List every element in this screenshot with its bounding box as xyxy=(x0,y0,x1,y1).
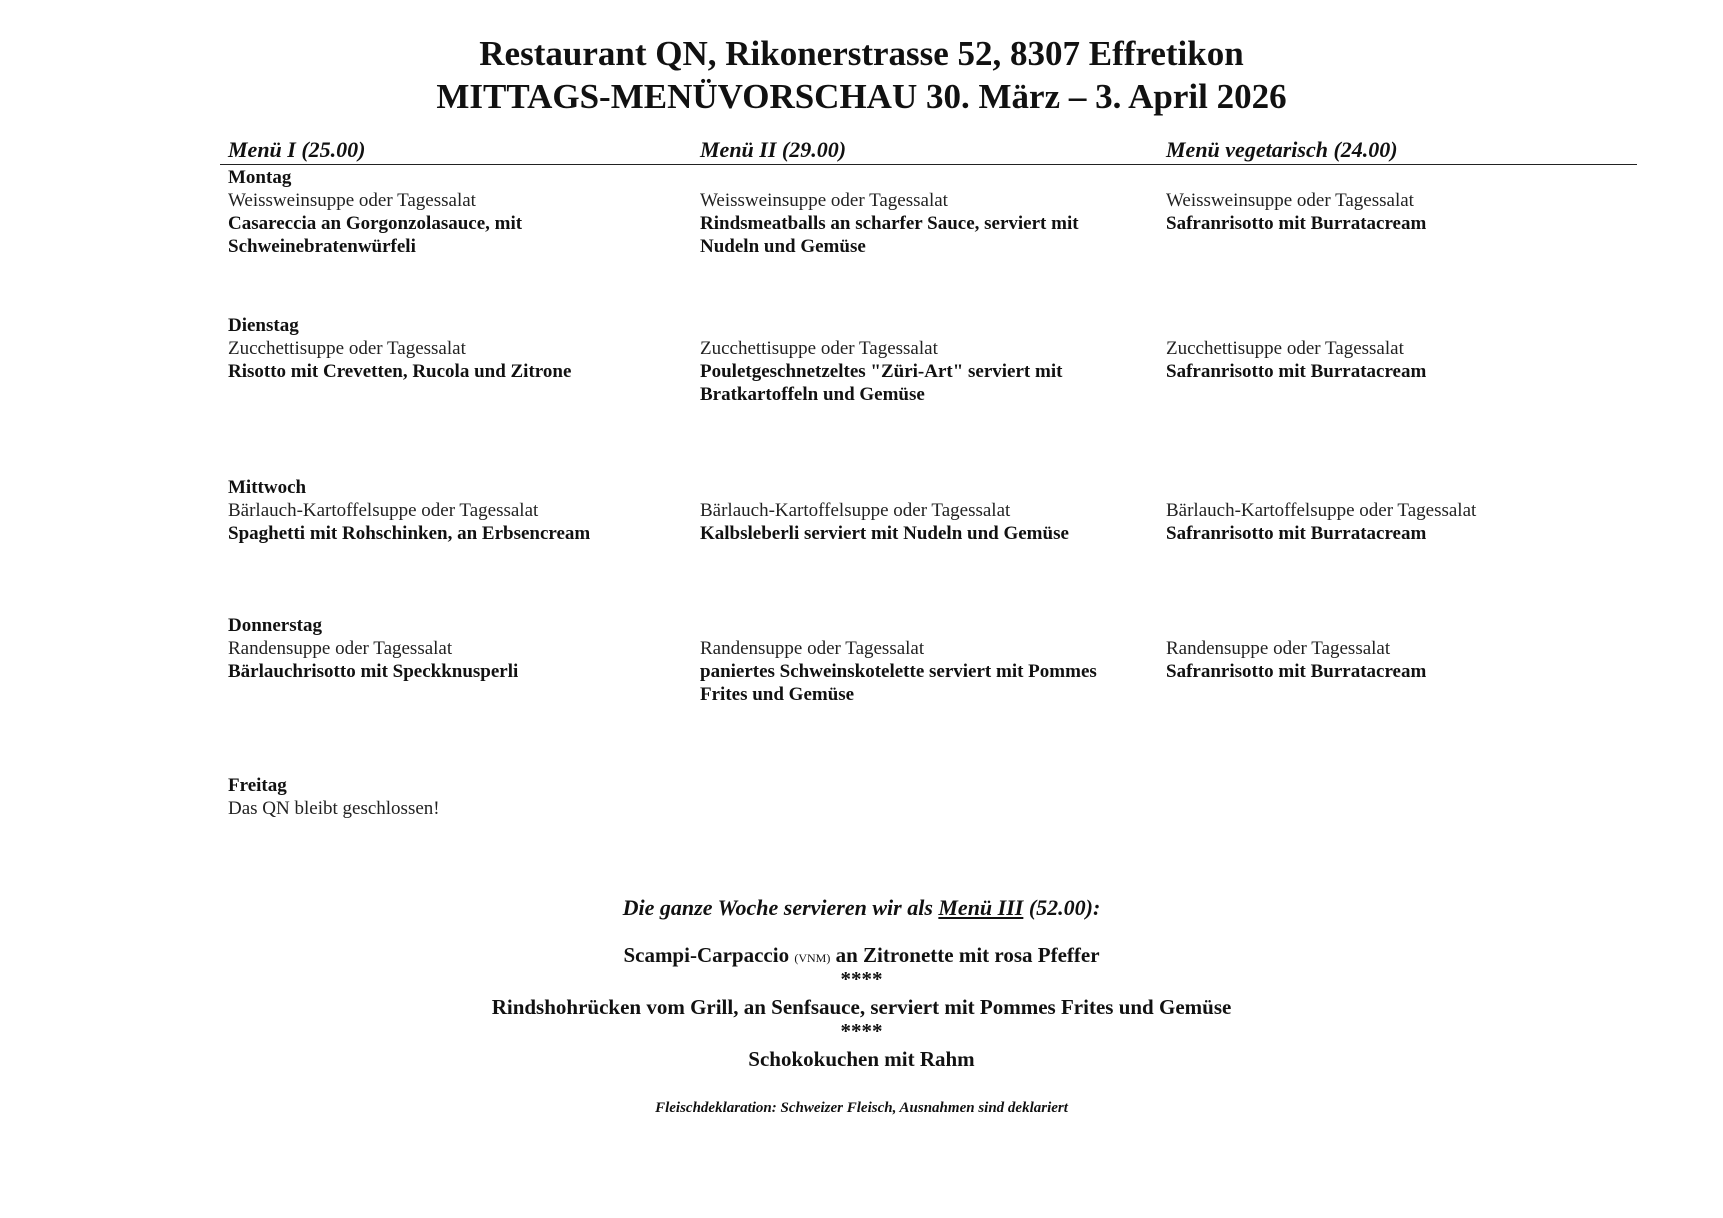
closed-notice: Das QN bleibt geschlossen! xyxy=(228,798,440,819)
column-header-menu-1: Menü I (25.00) xyxy=(228,137,366,162)
main-dish: Safranrisotto mit Burratacream xyxy=(1166,523,1427,544)
menu-1-cell xyxy=(228,499,668,545)
soup-option: Zucchettisuppe oder Tagessalat xyxy=(700,338,938,359)
menu-2-cell xyxy=(700,637,1140,706)
soup-option: Zucchettisuppe oder Tagessalat xyxy=(1166,338,1404,359)
menu-2-cell xyxy=(700,337,1140,406)
column-header-menu-2: Menü II (29.00) xyxy=(700,137,847,162)
soup-option: Weissweinsuppe oder Tagessalat xyxy=(1166,190,1414,211)
main-dish: Risotto mit Crevetten, Rucola und Zitrone xyxy=(228,361,572,382)
meat-declaration: Fleischdeklaration: Schweizer Fleisch, Ausnahmen sind deklariert xyxy=(655,1100,1068,1116)
day-name: Donnerstag xyxy=(228,615,322,636)
starter-origin-tag: (VNM) xyxy=(794,951,831,965)
soup-option: Randensuppe oder Tagessalat xyxy=(228,638,453,659)
day-name: Dienstag xyxy=(228,315,299,336)
soup-option: Zucchettisuppe oder Tagessalat xyxy=(228,338,466,359)
menu-2-cell xyxy=(700,499,1140,545)
vegetarian-cell xyxy=(1166,189,1606,235)
day-name: Mittwoch xyxy=(228,477,307,498)
menu-2-cell xyxy=(700,189,1140,258)
menu-3-dessert: Schokokuchen mit Rahm xyxy=(748,1047,975,1071)
menu-week-title: MITTAGS-MENÜVORSCHAU 30. März – 3. April 2026 xyxy=(436,77,1287,116)
course-separator: **** xyxy=(840,967,883,991)
course-separator: **** xyxy=(840,1019,883,1043)
soup-option: Randensuppe oder Tagessalat xyxy=(700,638,925,659)
main-dish: Pouletgeschnetzeltes "Züri-Art" serviert mit Bratkartoffeln und Gemüse xyxy=(700,361,1063,405)
column-header-vegetarian: Menü vegetarisch (24.00) xyxy=(1166,137,1398,162)
main-dish: Safranrisotto mit Burratacream xyxy=(1166,361,1427,382)
vegetarian-cell xyxy=(1166,337,1606,383)
menu-3-main: Rindshohrücken vom Grill, an Senfsauce, serviert mit Pommes Frites und Gemüse xyxy=(491,995,1232,1019)
menu-3-name: Menü III xyxy=(938,895,1024,920)
main-dish: paniertes Schweinskotelette serviert mit Pommes Frites und Gemüse xyxy=(700,661,1097,705)
menu-1-cell xyxy=(228,337,668,383)
restaurant-address-title: Restaurant QN, Rikonerstrasse 52, 8307 Effretikon xyxy=(479,34,1244,73)
main-dish: Kalbsleberli serviert mit Nudeln und Gemüse xyxy=(700,523,1069,544)
soup-option: Weissweinsuppe oder Tagessalat xyxy=(700,190,948,211)
main-dish: Rindsmeatballs an scharfer Sauce, serviert mit Nudeln und Gemüse xyxy=(700,213,1079,257)
menu-3-intro xyxy=(0,895,1723,921)
header-divider xyxy=(220,164,1637,165)
main-dish: Spaghetti mit Rohschinken, an Erbsencream xyxy=(228,523,591,544)
vegetarian-cell xyxy=(1166,637,1606,683)
vegetarian-cell xyxy=(1166,499,1606,545)
menu-3-intro-text: Die ganze Woche servieren wir als xyxy=(622,895,939,920)
soup-option: Randensuppe oder Tagessalat xyxy=(1166,638,1391,659)
day-name: Montag xyxy=(228,167,292,188)
main-dish: Bärlauchrisotto mit Speckknusperli xyxy=(228,661,519,682)
menu-1-cell xyxy=(228,637,668,683)
menu-3-price: (52.00): xyxy=(1023,895,1101,920)
starter-description: an Zitronette mit rosa Pfeffer xyxy=(830,943,1100,967)
soup-option: Bärlauch-Kartoffelsuppe oder Tagessalat xyxy=(1166,500,1477,521)
soup-option: Weissweinsuppe oder Tagessalat xyxy=(228,190,476,211)
main-dish: Safranrisotto mit Burratacream xyxy=(1166,661,1427,682)
starter-name: Scampi-Carpaccio xyxy=(623,943,795,967)
main-dish: Safranrisotto mit Burratacream xyxy=(1166,213,1427,234)
soup-option: Bärlauch-Kartoffelsuppe oder Tagessalat xyxy=(228,500,539,521)
day-name: Freitag xyxy=(228,775,287,796)
menu-1-cell xyxy=(228,189,668,258)
soup-option: Bärlauch-Kartoffelsuppe oder Tagessalat xyxy=(700,500,1011,521)
main-dish: Casareccia an Gorgonzolasauce, mit Schweinebratenwürfeli xyxy=(228,213,523,257)
